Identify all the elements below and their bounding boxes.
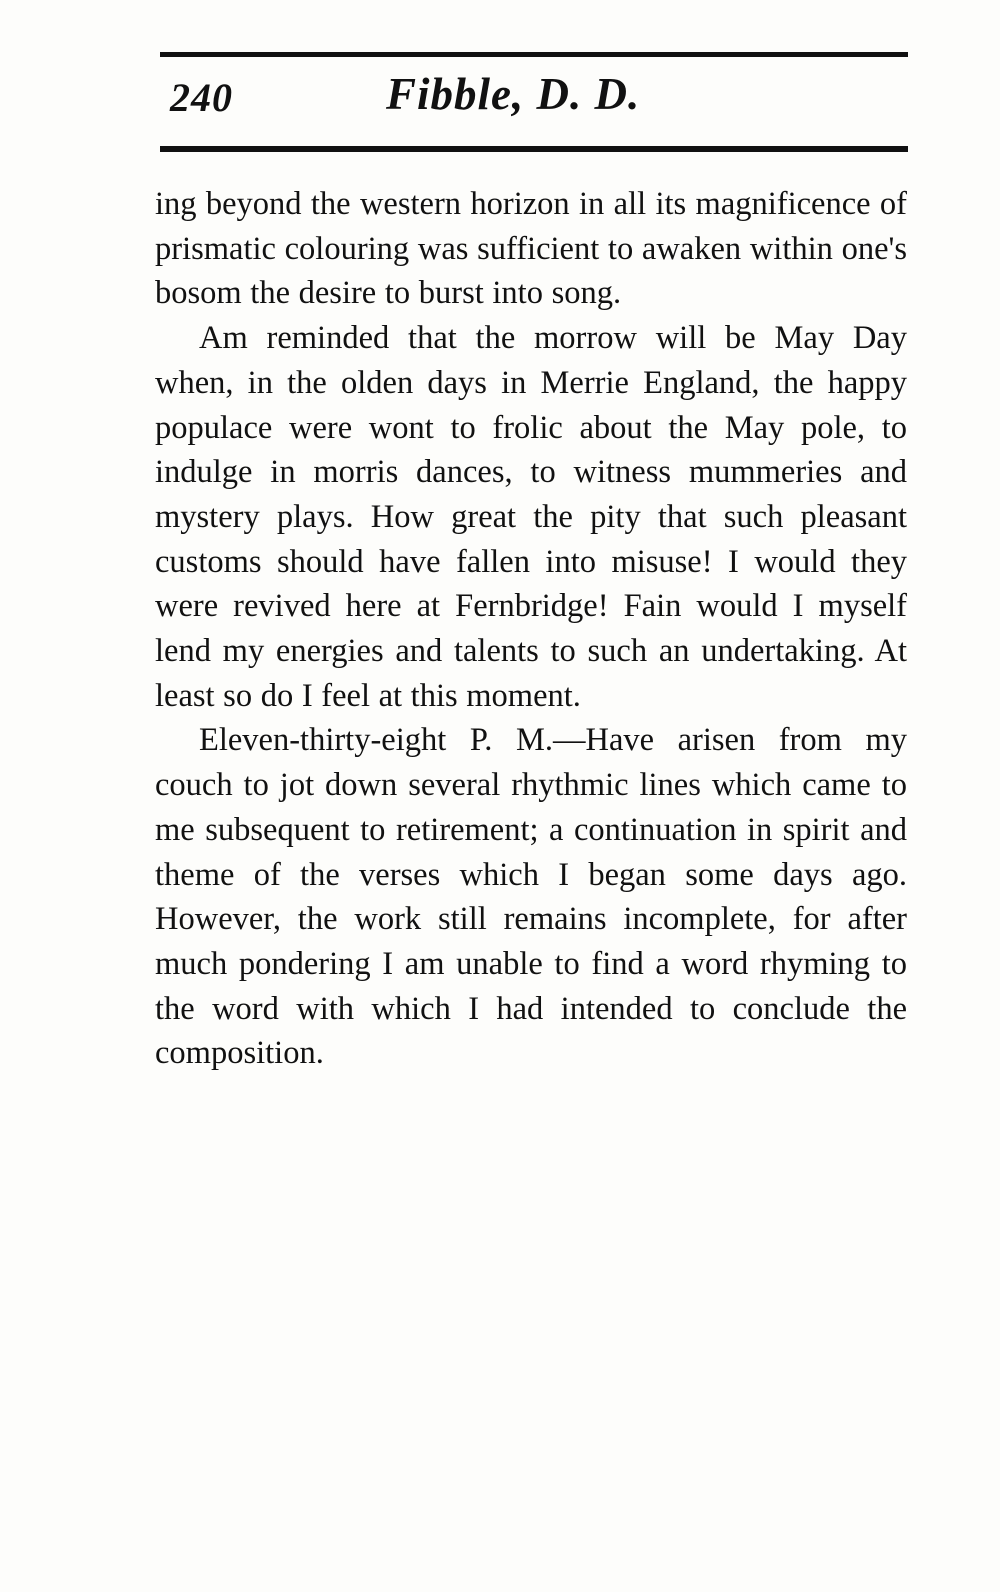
- paragraph: ing beyond the western horizon in all its magnificence of prismatic colouring was sufficient to awaken within one's bosom the desire to burst into song.: [155, 186, 907, 312]
- header-rule-top: [160, 52, 908, 57]
- body-text: [155, 182, 907, 1076]
- paragraph: Eleven-thirty-eight P. M.—Have arisen from my couch to jot down several rhythmic lines which came to me subsequent to retirement; a continuation in spirit and theme of the verses which I began some days ago. However, the work still remains incomplete, for after much pondering I am unable to find a word rhyming to the word with which I had intended to conclude the composition.: [155, 722, 907, 1072]
- paragraph: Am reminded that the morrow will be May Day when, in the olden days in Merrie England, the happy populace were wont to frolic about the May pole, to indulge in morris dances, to witness mummeries and mystery plays. How great the pity that such pleasant customs should have fallen into misuse! I would they were revived here at Fernbridge! Fain would I myself lend my energies and talents to such an undertaking. At least so do I feel at this moment.: [155, 320, 907, 714]
- book-title: Fibble, D. D.: [386, 69, 641, 119]
- header-rule-bottom: [160, 146, 908, 152]
- page-number: 240: [170, 75, 233, 120]
- running-head: [160, 66, 908, 140]
